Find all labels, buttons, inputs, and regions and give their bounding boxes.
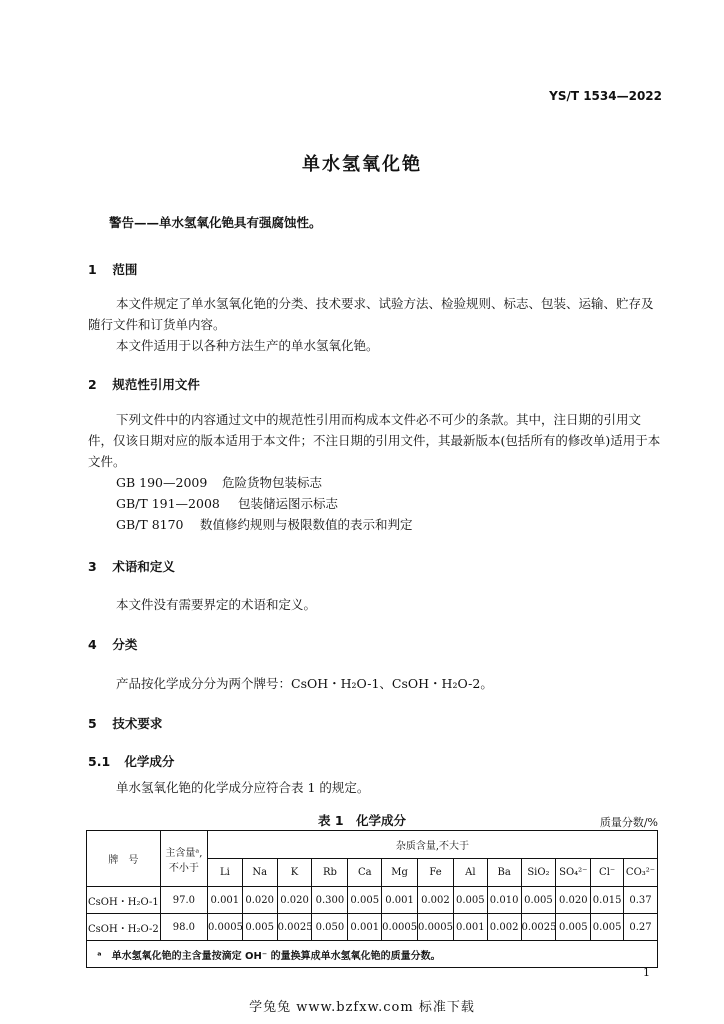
page-number: 1 [643,966,650,979]
grade-header: 牌 号 [87,831,161,887]
grade-cell: CsOH・H₂O-1 [87,887,161,914]
table-unit: 质量分数/% [599,816,658,829]
element-header: Cl⁻ [591,859,624,887]
reference-code: GB/T 191—2008 [116,496,220,511]
table-row [87,887,658,914]
element-header: Ca [348,859,382,887]
reference-item [116,515,413,533]
section-2-heading [88,375,200,393]
value-cell: 0.0005 [207,914,242,941]
impurity-header: 杂质含量,不大于 [207,831,657,859]
section-1-paragraph-1: 本文件规定了单水氢氧化铯的分类、技术要求、试验方法、检验规则、标志、包装、运输、贮存及随行文件和订货单内容。 [88,296,654,332]
section-4-heading [88,635,137,653]
element-header: Li [207,859,242,887]
main-content-cell: 97.0 [160,887,207,914]
table-row [87,914,658,941]
value-cell: 0.010 [487,887,521,914]
section-5-heading [88,714,162,732]
main-content-header [160,831,207,887]
section-2-paragraph-1: 下列文件中的内容通过文中的规范性引用而构成本文件必不可少的条款。其中，注日期的引用文件，仅该日期对应的版本适用于本文件；不注日期的引用文件，其最新版本(包括所有的修改单)适用于本文件。 [88,412,661,469]
main-content-header-line1: 主含量ᵃ, [165,847,203,859]
element-header: Na [242,859,277,887]
section-number: 3 [88,559,97,574]
reference-title: 危险货物包装标志 [222,475,323,490]
value-cell: 0.020 [242,887,277,914]
element-header: Fe [418,859,454,887]
element-header: Rb [312,859,348,887]
section-1-paragraph-2: 本文件适用于以各种方法生产的单水氢氧化铯。 [116,338,379,353]
main-content-header-line2: 不小于 [168,862,199,874]
section-number: 5 [88,716,97,731]
element-header: SO₄²⁻ [556,859,591,887]
element-header: Mg [382,859,418,887]
value-cell: 0.001 [382,887,418,914]
value-cell: 0.005 [348,887,382,914]
value-cell: 0.005 [556,914,591,941]
section-title: 术语和定义 [112,559,175,574]
value-cell: 0.002 [418,887,454,914]
element-header: Ba [487,859,521,887]
reference-title: 数值修约规则与极限数值的表示和判定 [200,517,413,532]
element-header: CO₃²⁻ [624,859,658,887]
value-cell: 0.005 [521,887,556,914]
section-number: 5.1 [88,754,111,769]
section-title: 范围 [112,262,138,277]
reference-item [116,494,338,512]
reference-code: GB 190—2009 [116,475,208,490]
value-cell: 0.37 [624,887,658,914]
reference-item [116,473,322,491]
section-title: 化学成分 [124,754,175,769]
value-cell: 0.001 [207,887,242,914]
section-1-heading [88,260,137,278]
value-cell: 0.001 [453,914,487,941]
value-cell: 0.002 [487,914,521,941]
value-cell: 0.001 [348,914,382,941]
value-cell: 0.300 [312,887,348,914]
value-cell: 0.005 [453,887,487,914]
section-3-heading [88,557,175,575]
warning-text: 警告——单水氢氧化铯具有强腐蚀性。 [109,215,322,230]
table-header-row [87,831,658,859]
table-footnote: ᵃ 单水氢氧化铯的主含量按滴定 OH⁻ 的量换算成单水氢氧化铯的质量分数。 [87,941,658,968]
value-cell: 0.050 [312,914,348,941]
section-number: 1 [88,262,97,277]
section-title: 技术要求 [112,716,163,731]
value-cell: 0.005 [591,914,624,941]
value-cell: 0.015 [591,887,624,914]
section-number: 4 [88,637,97,652]
value-cell: 0.020 [277,887,312,914]
document-title: 单水氢氧化铯 [302,154,422,175]
value-cell: 0.0025 [521,914,556,941]
table-footnote-row [87,941,658,968]
reference-title: 包装储运图示标志 [238,496,339,511]
section-3-paragraph-1: 本文件没有需要界定的术语和定义。 [116,597,317,612]
element-header: K [277,859,312,887]
value-cell: 0.0005 [418,914,454,941]
chemical-composition-table [86,830,658,968]
element-header: SiO₂ [521,859,556,887]
value-cell: 0.0025 [277,914,312,941]
section-5-1-heading [88,752,174,770]
element-header: Al [453,859,487,887]
reference-code: GB/T 8170 [116,517,184,532]
footer-watermark: 学兔兔 www.bzfxw.com 标准下载 [249,1000,475,1015]
main-content-cell: 98.0 [160,914,207,941]
standard-code: YS/T 1534—2022 [549,89,662,103]
value-cell: 0.27 [624,914,658,941]
section-title: 分类 [112,637,138,652]
value-cell: 0.020 [556,887,591,914]
value-cell: 0.0005 [382,914,418,941]
section-5-1-paragraph-1: 单水氢氧化铯的化学成分应符合表 1 的规定。 [116,780,370,795]
table-title: 表 1 化学成分 [317,813,407,828]
section-4-paragraph-1: 产品按化学成分分为两个牌号：CsOH・H₂O-1、CsOH・H₂O-2。 [116,676,493,691]
value-cell: 0.005 [242,914,277,941]
grade-cell: CsOH・H₂O-2 [87,914,161,941]
section-number: 2 [88,377,97,392]
section-title: 规范性引用文件 [112,377,200,392]
